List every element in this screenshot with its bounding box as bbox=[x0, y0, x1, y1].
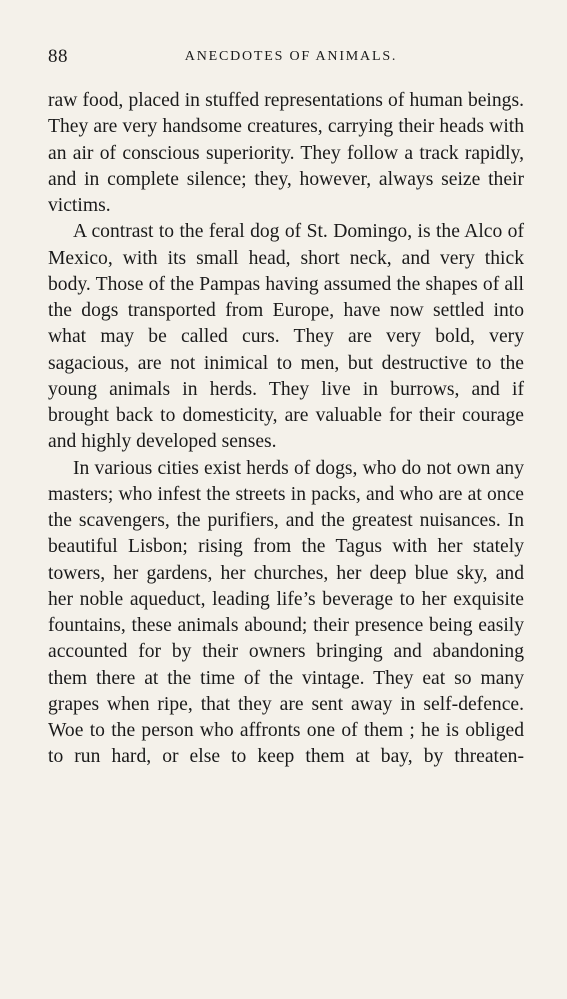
running-head: ANECDOTES OF ANIMALS. bbox=[184, 49, 398, 64]
body-text bbox=[48, 88, 524, 771]
page-number: 88 bbox=[48, 46, 68, 67]
paragraph-1: raw food, placed in stuffed representations of human beings. They are very handsome creatures, carrying their heads with an air of conscious superiority. They follow a track rapidly, and in complete silence; they, however, always seize their victims. bbox=[48, 90, 524, 216]
page-header bbox=[48, 44, 524, 70]
paragraph-2: A contrast to the feral dog of St. Domingo, is the Alco of Mexico, with its small head, short neck, and very thick body. Those of the Pampas having assumed the shapes of all the dogs transported from Europe, have now settled into what may be called curs. They are very bold, very sagacious, are not inimical to men, but destructive to the young animals in herds. They live in burrows, and if brought back to domesticity, are valuable for their courage and highly developed senses. bbox=[48, 221, 524, 453]
paragraph-3: In various cities exist herds of dogs, who do not own any masters; who infest the streets in packs, and who are at once the scavengers, the purifiers, and the greatest nuisances. In beautiful Lisbon; rising from the Tagus with her stately towers, her gardens, her churches, her deep blue sky, and her noble aqueduct, leading life’s beverage to her exquisite fountains, these animals abound; their presence being easily accounted for by their owners bringing and abandoning them there at the time of the vintage. They eat so many grapes when ripe, that they are sent away in self-defence. Woe to the person who affronts one of them ; he is obliged to run hard, or else to keep them at bay, by threaten- bbox=[48, 457, 524, 768]
